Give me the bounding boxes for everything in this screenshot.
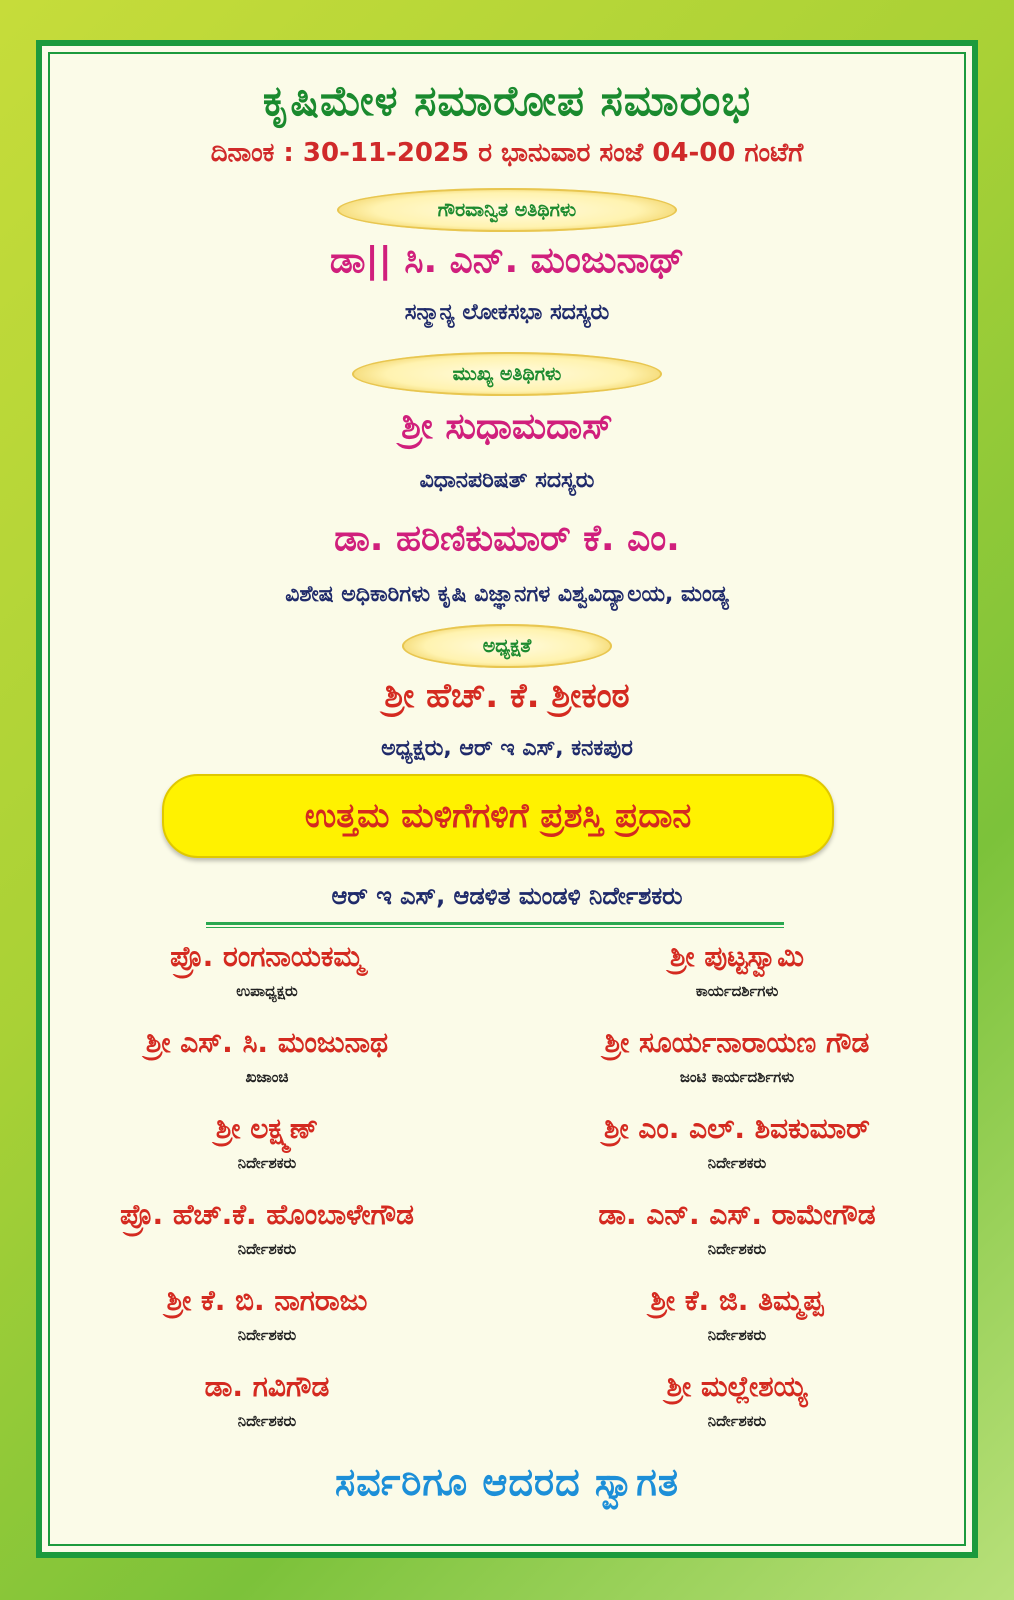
board-member — [512, 1198, 962, 1258]
member-name: ಶ್ರೀ ಸೂರ್ಯನಾರಾಯಣ ಗೌಡ — [604, 1026, 870, 1059]
board-divider — [206, 922, 784, 925]
event-date: ದಿನಾಂಕ : 30-11-2025 ರ ಭಾನುವಾರ ಸಂಜೆ 04-00 ಗಂಟೆಗೆ — [210, 138, 804, 168]
board-member — [42, 1370, 492, 1430]
member-role: ಉಪಾಧ್ಯಕ್ಷರು — [236, 982, 298, 1000]
member-role: ಖಜಾಂಚಿ — [245, 1068, 289, 1086]
member-name: ಶ್ರೀ ಪುಟ್ಟಸ್ವಾಮಿ — [669, 940, 804, 973]
member-role: ಜಂಟಿ ಕಾರ್ಯದರ್ಶಿಗಳು — [679, 1068, 795, 1086]
event-title: ಕೃಷಿಮೇಳ ಸಮಾರೋಪ ಸಮಾರಂಭ — [262, 76, 752, 125]
board-member — [512, 1284, 962, 1344]
member-role: ನಿರ್ದೇಶಕರು — [237, 1412, 297, 1430]
member-role: ನಿರ್ದೇಶಕರು — [707, 1412, 767, 1430]
board-member — [512, 940, 962, 1000]
board-member — [42, 1112, 492, 1172]
member-name: ಶ್ರೀ ಎಸ್. ಸಿ. ಮಂಜುನಾಥ — [145, 1026, 389, 1059]
board-divider-thin — [206, 927, 784, 928]
member-name: ಶ್ರೀ ಕೆ. ಬಿ. ನಾಗರಾಜು — [166, 1284, 368, 1317]
award-banner: ಉತ್ತಮ ಮಳಿಗೆಗಳಿಗೆ ಪ್ರಶಸ್ತಿ ಪ್ರದಾನ — [162, 774, 834, 858]
member-role: ನಿರ್ದೇಶಕರು — [237, 1240, 297, 1258]
member-name: ಪ್ರೊ. ಹೆಚ್.ಕೆ. ಹೊಂಬಾಳೇಗೌಡ — [120, 1198, 414, 1231]
board-member — [512, 1370, 962, 1430]
board-member — [42, 1198, 492, 1258]
member-name: ಶ್ರೀ ಕೆ. ಜಿ. ತಿಮ್ಮಪ್ಪ — [650, 1284, 824, 1317]
member-role: ನಿರ್ದೇಶಕರು — [237, 1154, 297, 1172]
member-name: ಪ್ರೊ. ರಂಗನಾಯಕಮ್ಮ — [170, 940, 364, 973]
welcome-message: ಸರ್ವರಿಗೂ ಆದರದ ಸ್ವಾಗತ — [335, 1460, 679, 1504]
board-heading: ಆರ್ ಇ ಎಸ್, ಆಡಳಿತ ಮಂಡಳಿ ನಿರ್ದೇಶಕರು — [331, 882, 683, 910]
member-role: ನಿರ್ದೇಶಕರು — [707, 1326, 767, 1344]
president-designation: ಅಧ್ಯಕ್ಷರು, ಆರ್ ಇ ಎಸ್, ಕನಕಪುರ — [381, 736, 633, 761]
presidency-label: ಅಧ್ಯಕ್ಷತೆ — [402, 624, 612, 668]
guests-of-honour-label: ಗೌರವಾನ್ವಿತ ಅತಿಥಿಗಳು — [337, 188, 677, 232]
member-role: ನಿರ್ದೇಶಕರು — [707, 1154, 767, 1172]
board-member — [42, 1026, 492, 1086]
board-member — [512, 1026, 962, 1086]
board-member — [512, 1112, 962, 1172]
member-role: ಕಾರ್ಯದರ್ಶಿಗಳು — [695, 982, 779, 1000]
guest-of-honour-name: ಡಾ|| ಸಿ. ಎನ್. ಮಂಜುನಾಥ್ — [329, 240, 685, 281]
chief-guests-label: ಮುಖ್ಯ ಅತಿಥಿಗಳು — [352, 352, 662, 396]
guest-of-honour-designation: ಸನ್ಮಾನ್ಯ ಲೋಕಸಭಾ ಸದಸ್ಯರು — [404, 300, 610, 325]
chief-guest-2-designation: ವಿಶೇಷ ಅಧಿಕಾರಿಗಳು ಕೃಷಿ ವಿಜ್ಞಾನಗಳ ವಿಶ್ವವಿದ್ಯಾಲಯ, ಮಂಡ್ಯ — [285, 582, 729, 607]
board-member — [42, 1284, 492, 1344]
member-name: ಡಾ. ಎನ್. ಎಸ್. ರಾಮೇಗೌಡ — [598, 1198, 876, 1231]
chief-guest-1-name: ಶ್ರೀ ಸುಧಾಮದಾಸ್ — [401, 406, 613, 447]
member-name: ಶ್ರೀ ಎಂ. ಎಲ್. ಶಿವಕುಮಾರ್ — [604, 1112, 870, 1145]
member-name: ಶ್ರೀ ಲಕ್ಷ್ಮಣ್ — [215, 1112, 319, 1145]
invitation-frame — [36, 40, 978, 1558]
member-name: ಡಾ. ಗವಿಗೌಡ — [204, 1370, 330, 1403]
president-name: ಶ್ರೀ ಹೆಚ್. ಕೆ. ಶ್ರೀಕಂಠ — [384, 676, 630, 716]
member-role: ನಿರ್ದೇಶಕರು — [707, 1240, 767, 1258]
chief-guest-2-name: ಡಾ. ಹರಿಣಿಕುಮಾರ್ ಕೆ. ಎಂ. — [334, 518, 680, 559]
member-role: ನಿರ್ದೇಶಕರು — [237, 1326, 297, 1344]
board-member — [42, 940, 492, 1000]
chief-guest-1-designation: ವಿಧಾನಪರಿಷತ್ ಸದಸ್ಯರು — [419, 468, 595, 493]
member-name: ಶ್ರೀ ಮಲ್ಲೇಶಯ್ಯ — [666, 1370, 808, 1403]
